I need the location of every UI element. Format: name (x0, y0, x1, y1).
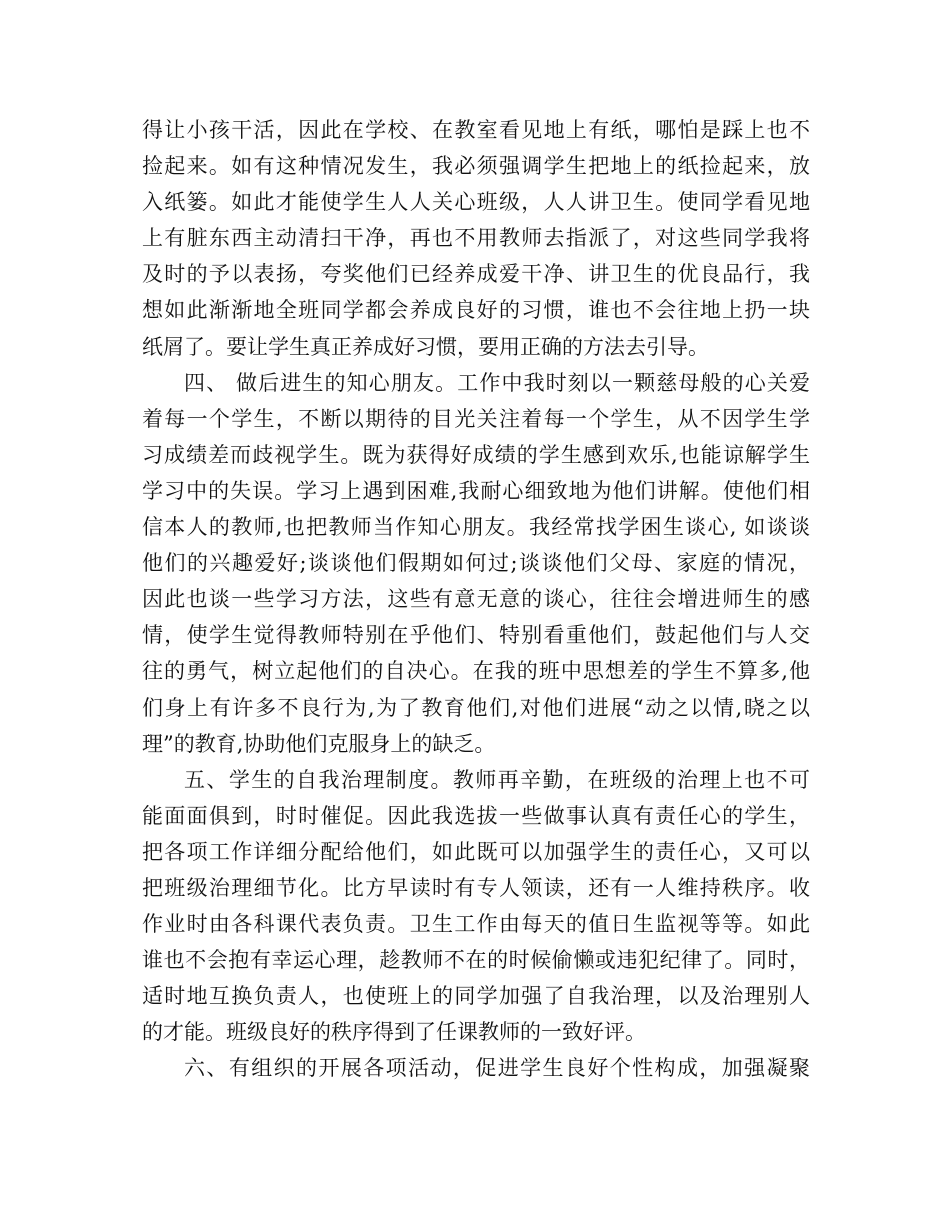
text-line: 想如此渐渐地全班同学都会养成良好的习惯，谁也不会往地上扔一块 (142, 298, 810, 323)
text-line: 把各项工作详细分配给他们，如此既可以加强学生的责任心，又可以 (142, 839, 810, 864)
text-line: 得让小孩干活，因此在学校、在教室看见地上有纸，哪怕是踩上也不 (142, 118, 810, 142)
text-line: 的才能。班级良好的秩序得到了任课教师的一致好评。 (142, 1020, 646, 1045)
text-line: 往的勇气，树立起他们的自决心。在我的班中思想差的学生不算多,他 (142, 659, 810, 684)
text-line: 把班级治理细节化。比方早读时有专人领读，还有一人维持秩序。收 (142, 875, 810, 900)
body-text (142, 112, 810, 1087)
paragraph-first-line: 四、 做后进生的知心朋友。工作中我时刻以一颗慈母般的心关爱 (184, 370, 810, 395)
text-line: 谁也不会抱有幸运心理，趁教师不在的时候偷懒或违犯纪律了。同时， (142, 948, 810, 973)
text-line: 捡起来。如有这种情况发生，我必须强调学生把地上的纸捡起来，放 (142, 154, 810, 179)
text-line: 学习中的失误。学习上遇到困难,我耐心细致地为他们讲解。使他们相 (142, 478, 810, 503)
text-line: 作业时由各科课代表负责。卫生工作由每天的值日生监视等等。如此 (142, 912, 810, 937)
text-line: 适时地互换负责人，也使班上的同学加强了自我治理，以及治理别人 (142, 984, 810, 1009)
text-line: 他们的兴趣爱好;谈谈他们假期如何过;谈谈他们父母、家庭的情况， (142, 551, 810, 576)
text-line: 情，使学生觉得教师特别在乎他们、特别看重他们，鼓起他们与人交 (142, 623, 810, 648)
text-line: 上有脏东西主动清扫干净，再也不用教师去指派了，对这些同学我将 (142, 226, 810, 251)
text-line: 信本人的教师,也把教师当作知心朋友。我经常找学困生谈心, 如谈谈 (142, 515, 810, 540)
text-line: 理”的教育,协助他们克服身上的缺乏。 (142, 731, 496, 756)
text-line: 入纸篓。如此才能使学生人人关心班级，人人讲卫生。使同学看见地 (142, 190, 810, 215)
paragraph-first-line: 六、有组织的开展各项活动，促进学生良好个性构成，加强凝聚 (184, 1056, 810, 1081)
text-line: 们身上有许多不良行为,为了教育他们,对他们进展“动之以情,晓之以 (142, 695, 810, 720)
text-line: 及时的予以表扬，夸奖他们已经养成爱干净、讲卫生的优良品行，我 (142, 262, 810, 287)
text-line: 着每一个学生，不断以期待的目光关注着每一个学生，从不因学生学 (142, 406, 810, 431)
text-line: 纸屑了。要让学生真正养成好习惯，要用正确的方法去引导。 (142, 334, 709, 359)
text-line: 因此也谈一些学习方法，这些有意无意的谈心，往往会增进师生的感 (142, 587, 810, 612)
paragraph-first-line: 五、学生的自我治理制度。教师再辛勤，在班级的治理上也不可 (184, 767, 810, 792)
text-line: 习成绩差而歧视学生。既为获得好成绩的学生感到欢乐,也能谅解学生 (142, 442, 810, 467)
text-line: 能面面俱到，时时催促。因此我选拔一些做事认真有责任心的学生， (142, 803, 810, 828)
